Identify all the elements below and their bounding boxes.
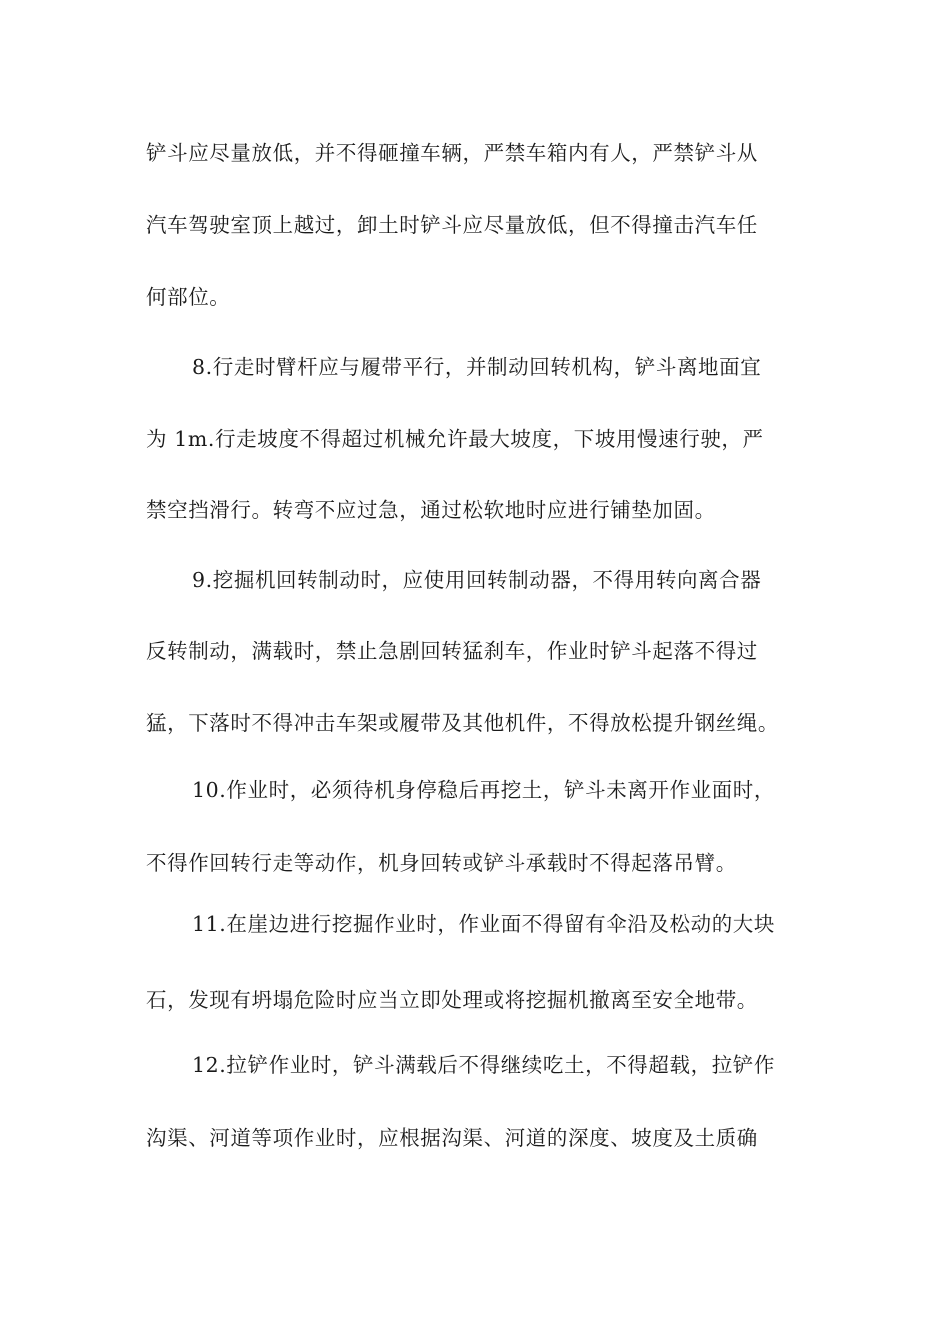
paragraph-start-line: 8.行走时臂杆应与履带平行，并制动回转机构，铲斗离地面宜 — [192, 355, 762, 379]
text-line: 猛，下落时不得冲击车架或履带及其他机件，不得放松提升钢丝绳。 — [146, 711, 779, 735]
text-line: 禁空挡滑行。转弯不应过急，通过松软地时应进行铺垫加固。 — [146, 498, 716, 522]
paragraph-start-line: 11.在崖边进行挖掘作业时，作业面不得留有伞沿及松动的大块 — [192, 912, 775, 936]
paragraph-start-line: 9.挖掘机回转制动时，应使用回转制动器，不得用转向离合器 — [192, 568, 762, 592]
text-line: 不得作回转行走等动作，机身回转或铲斗承载时不得起落吊臂。 — [146, 851, 737, 875]
text-line: 反转制动，满载时，禁止急剧回转猛刹车，作业时铲斗起落不得过 — [146, 639, 758, 663]
paragraph-start-line: 12.拉铲作业时，铲斗满载后不得继续吃土，不得超载，拉铲作 — [192, 1053, 775, 1077]
text-line: 铲斗应尽量放低，并不得砸撞车辆，严禁车箱内有人，严禁铲斗从 — [146, 141, 758, 165]
text-line: 沟渠、河道等项作业时，应根据沟渠、河道的深度、坡度及土质确 — [146, 1126, 758, 1150]
text-line: 何部位。 — [146, 285, 231, 309]
text-line: 石，发现有坍塌危险时应当立即处理或将挖掘机撤离至安全地带。 — [146, 988, 758, 1012]
paragraph-start-line: 10.作业时，必须待机身停稳后再挖土，铲斗未离开作业面时， — [192, 778, 775, 802]
text-line: 汽车驾驶室顶上越过，卸土时铲斗应尽量放低，但不得撞击汽车任 — [146, 213, 758, 237]
text-line: 为 1m.行走坡度不得超过机械允许最大坡度，下坡用慢速行驶，严 — [146, 427, 764, 451]
